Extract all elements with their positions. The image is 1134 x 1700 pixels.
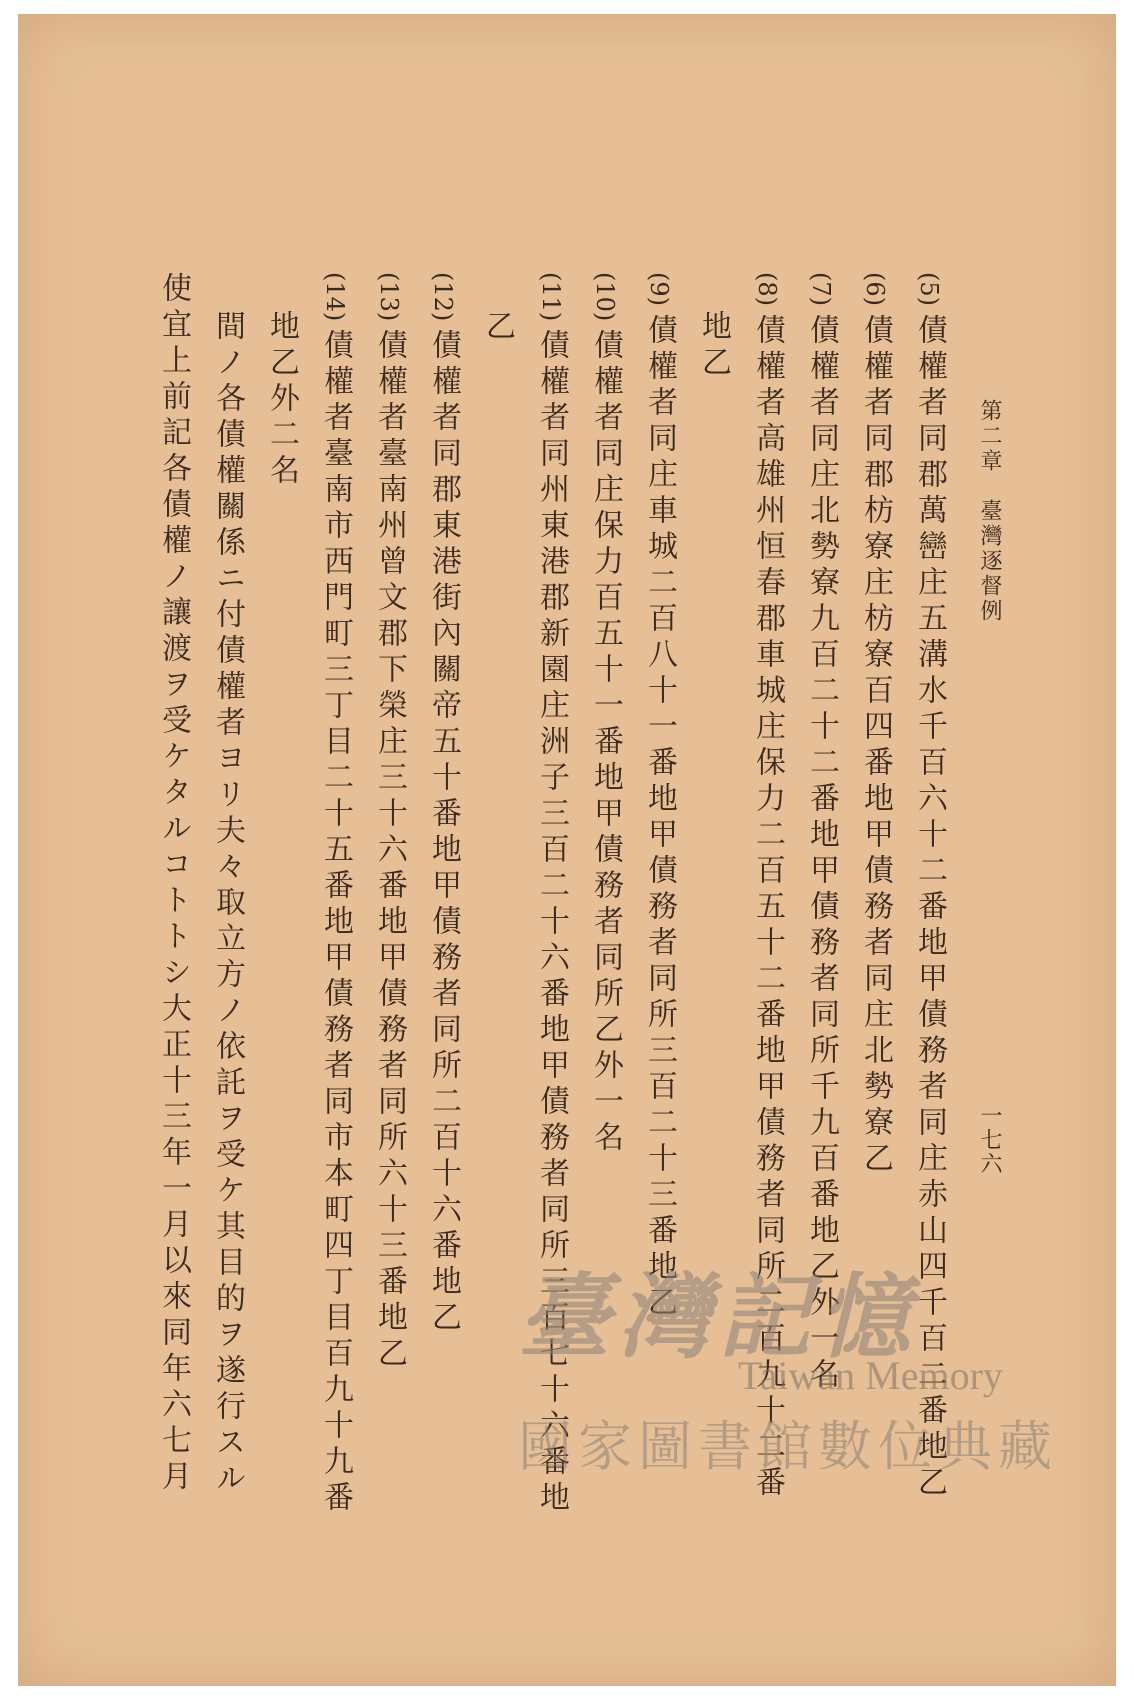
entry-8-continuation: 地乙 <box>696 310 731 382</box>
library-watermark <box>518 1244 1078 1494</box>
entry-10 <box>588 272 623 1158</box>
entry-marker: (13) <box>375 272 403 322</box>
entry-12 <box>426 272 461 1338</box>
entry-marker: (14) <box>321 272 349 322</box>
entry-text: 債權者臺南市西門町三丁目二十五番地甲債務者同市本町四丁目百九十九番 <box>318 329 353 1518</box>
entry-text: 債權者臺南州曾文郡下榮庄三十六番地甲債務者同所六十三番地乙 <box>372 329 407 1374</box>
entry-text: 債權者同庄北勢寮九百二十二番地甲債務者同所千九百番地乙外一名 <box>804 314 839 1394</box>
entry-text: 債權者同庄車城二百八十一番地甲債務者同所三百二十三番地乙 <box>642 314 677 1322</box>
closing-line-1: 間ノ各債權關係ニ付債權者ヨリ夫々取立方ノ依託ヲ受ケ其目的ヲ遂行スル <box>210 310 245 1498</box>
entry-text: 債權者同州東港郡新園庄洲子三百二十六番地甲債務者同所三百七十六番地 <box>534 329 569 1518</box>
closing-line-2: 使宜上前記各債權ノ讓渡ヲ受ケタルコトトシ大正十三年一月以來同年六七月 <box>156 272 191 1496</box>
watermark-library: 國家圖書館數位典藏 <box>518 1415 1058 1478</box>
entry-marker: (11) <box>537 272 565 322</box>
entry-marker: (7) <box>807 272 835 306</box>
entry-marker: (6) <box>861 272 889 306</box>
entry-11-continuation: 乙 <box>480 310 515 346</box>
page-number: 一七六 <box>977 1104 1002 1176</box>
entry-6 <box>858 272 893 1178</box>
entry-marker: (10) <box>591 272 619 322</box>
entry-text: 債權者同庄保力百五十一番地甲債務者同所乙外一名 <box>588 329 623 1158</box>
entry-marker: (12) <box>429 272 457 322</box>
entry-marker: (8) <box>753 272 781 306</box>
chapter-heading: 第二章 臺灣逐督例 <box>977 399 1002 624</box>
entry-text: 債權者同郡萬巒庄五溝水千百六十二番地甲債務者同庄赤山四千百二番地乙 <box>912 314 947 1502</box>
entry-9 <box>642 272 677 1322</box>
entry-13 <box>372 272 407 1374</box>
entry-14-continuation: 地乙外二名 <box>264 310 299 490</box>
entry-7 <box>804 272 839 1394</box>
document-page <box>18 14 1116 1686</box>
entry-text: 債權者同郡枋寮庄枋寮百四番地甲債務者同庄北勢寮乙 <box>858 314 893 1178</box>
entry-14 <box>318 272 353 1518</box>
entry-marker: (9) <box>645 272 673 306</box>
watermark-english: Taiwan Memory <box>738 1353 1003 1398</box>
entry-text: 債權者同郡東港街內關帝五十番地甲債務者同所二百十六番地乙 <box>426 329 461 1338</box>
entry-marker: (5) <box>915 272 943 306</box>
watermark-title: 臺灣記憶 <box>518 1263 919 1371</box>
entry-text: 債權者高雄州恒春郡車城庄保力二百五十二番地甲債務者同所二百九十二番 <box>750 314 785 1502</box>
